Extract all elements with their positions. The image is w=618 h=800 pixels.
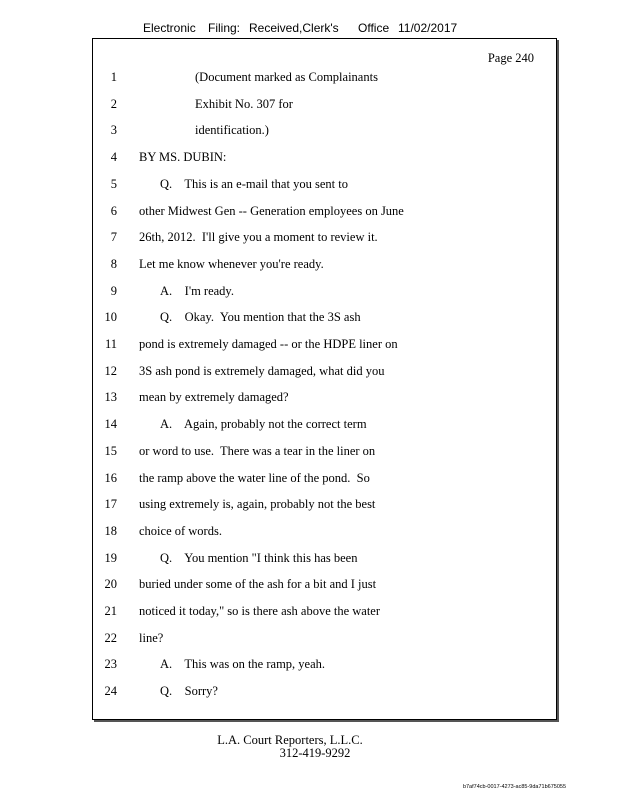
line-text: noticed it today," so is there ash above the water — [139, 604, 381, 618]
line-number: 24 — [104, 684, 117, 699]
line-number: 18 — [104, 523, 117, 538]
line-number: 15 — [104, 443, 117, 458]
document-id: b7af74cb-0017-4273-ac85-9da71b675055 — [462, 784, 566, 790]
filing-header-received: Received,Clerk's — [249, 21, 339, 35]
line-text: A. Again, probably not the correct term — [160, 417, 367, 432]
transcript-page-frame — [92, 38, 557, 720]
transcript-line — [93, 177, 556, 204]
line-text: A. This was on the ramp, yeah. — [160, 657, 326, 672]
line-number: 13 — [104, 390, 117, 405]
line-text: 3S ash pond is extremely damaged, what did you — [139, 363, 385, 378]
line-number: 6 — [110, 203, 117, 218]
transcript-line — [93, 150, 556, 177]
transcript-line — [93, 257, 556, 284]
line-text: Q. Okay. You mention that the 3S ash — [160, 310, 361, 325]
line-number: 1 — [110, 70, 117, 84]
filing-header-electronic: Electronic — [143, 21, 196, 35]
line-number: 7 — [110, 230, 117, 245]
transcript-line — [93, 444, 556, 471]
line-text: using extremely is, again, probably not the best — [139, 497, 376, 512]
line-text: Exhibit No. 307 for — [195, 96, 293, 111]
line-text: Q. Sorry? — [160, 684, 218, 699]
transcript-line — [93, 551, 556, 578]
line-number: 20 — [104, 577, 117, 592]
line-number: 14 — [104, 417, 117, 432]
line-number: 11 — [104, 337, 117, 351]
line-number: 4 — [110, 150, 117, 165]
transcript-line — [93, 684, 556, 711]
transcript-line — [93, 497, 556, 524]
line-text: identification.) — [195, 123, 269, 138]
line-text: line? — [139, 630, 164, 645]
footer-company: L.A. Court Reporters, L.L.C. — [217, 733, 363, 747]
line-text: 26th, 2012. I'll give you a moment to review it. — [139, 230, 378, 245]
filing-header — [0, 21, 618, 37]
line-number: 3 — [110, 123, 117, 138]
line-number: 17 — [104, 497, 117, 512]
line-number: 21 — [104, 604, 117, 618]
filing-header-filing: Filing: — [208, 21, 241, 35]
transcript-line — [93, 577, 556, 604]
line-text: pond is extremely damaged -- or the HDPE liner on — [139, 337, 398, 351]
footer-phone: 312-419-9292 — [279, 746, 351, 760]
transcript-line — [93, 417, 556, 444]
line-number: 12 — [104, 363, 117, 378]
line-number: 5 — [110, 176, 117, 191]
line-number: 16 — [104, 470, 117, 485]
line-number: 22 — [104, 630, 117, 645]
line-text: Let me know whenever you're ready. — [139, 256, 324, 271]
line-number: 8 — [110, 256, 117, 271]
transcript-line — [93, 70, 556, 97]
transcript-line — [93, 631, 556, 658]
transcript-line — [93, 123, 556, 150]
line-text: choice of words. — [139, 523, 222, 538]
transcript-line — [93, 310, 556, 337]
line-number: 2 — [110, 96, 117, 111]
transcript-line — [93, 390, 556, 417]
line-text: buried under some of the ash for a bit and I just — [139, 577, 377, 592]
transcript-line — [93, 657, 556, 684]
filing-header-date: 11/02/2017 — [398, 21, 458, 35]
line-text: A. I'm ready. — [160, 283, 234, 298]
line-text: mean by extremely damaged? — [139, 390, 289, 405]
line-number: 23 — [104, 657, 117, 672]
line-text: or word to use. There was a tear in the liner on — [139, 443, 376, 458]
line-number: 19 — [104, 550, 117, 565]
transcript-line — [93, 337, 556, 364]
line-text: the ramp above the water line of the pond. So — [139, 470, 370, 485]
line-text: (Document marked as Complainants — [195, 70, 378, 84]
transcript-line — [93, 524, 556, 551]
transcript-line — [93, 604, 556, 631]
transcript-line — [93, 471, 556, 498]
transcript-line — [93, 97, 556, 124]
line-number: 9 — [110, 283, 117, 298]
line-text: BY MS. DUBIN: — [139, 150, 227, 165]
transcript-line — [93, 230, 556, 257]
transcript-line — [93, 364, 556, 391]
transcript-line — [93, 284, 556, 311]
page-number: Page 240 — [487, 51, 534, 65]
filing-header-office: Office — [358, 21, 390, 35]
line-text: Q. This is an e-mail that you sent to — [160, 176, 348, 191]
transcript-line — [93, 204, 556, 231]
line-text: Q. You mention "I think this has been — [160, 550, 358, 565]
line-number: 10 — [104, 310, 117, 325]
line-text: other Midwest Gen -- Generation employees on June — [139, 203, 404, 218]
